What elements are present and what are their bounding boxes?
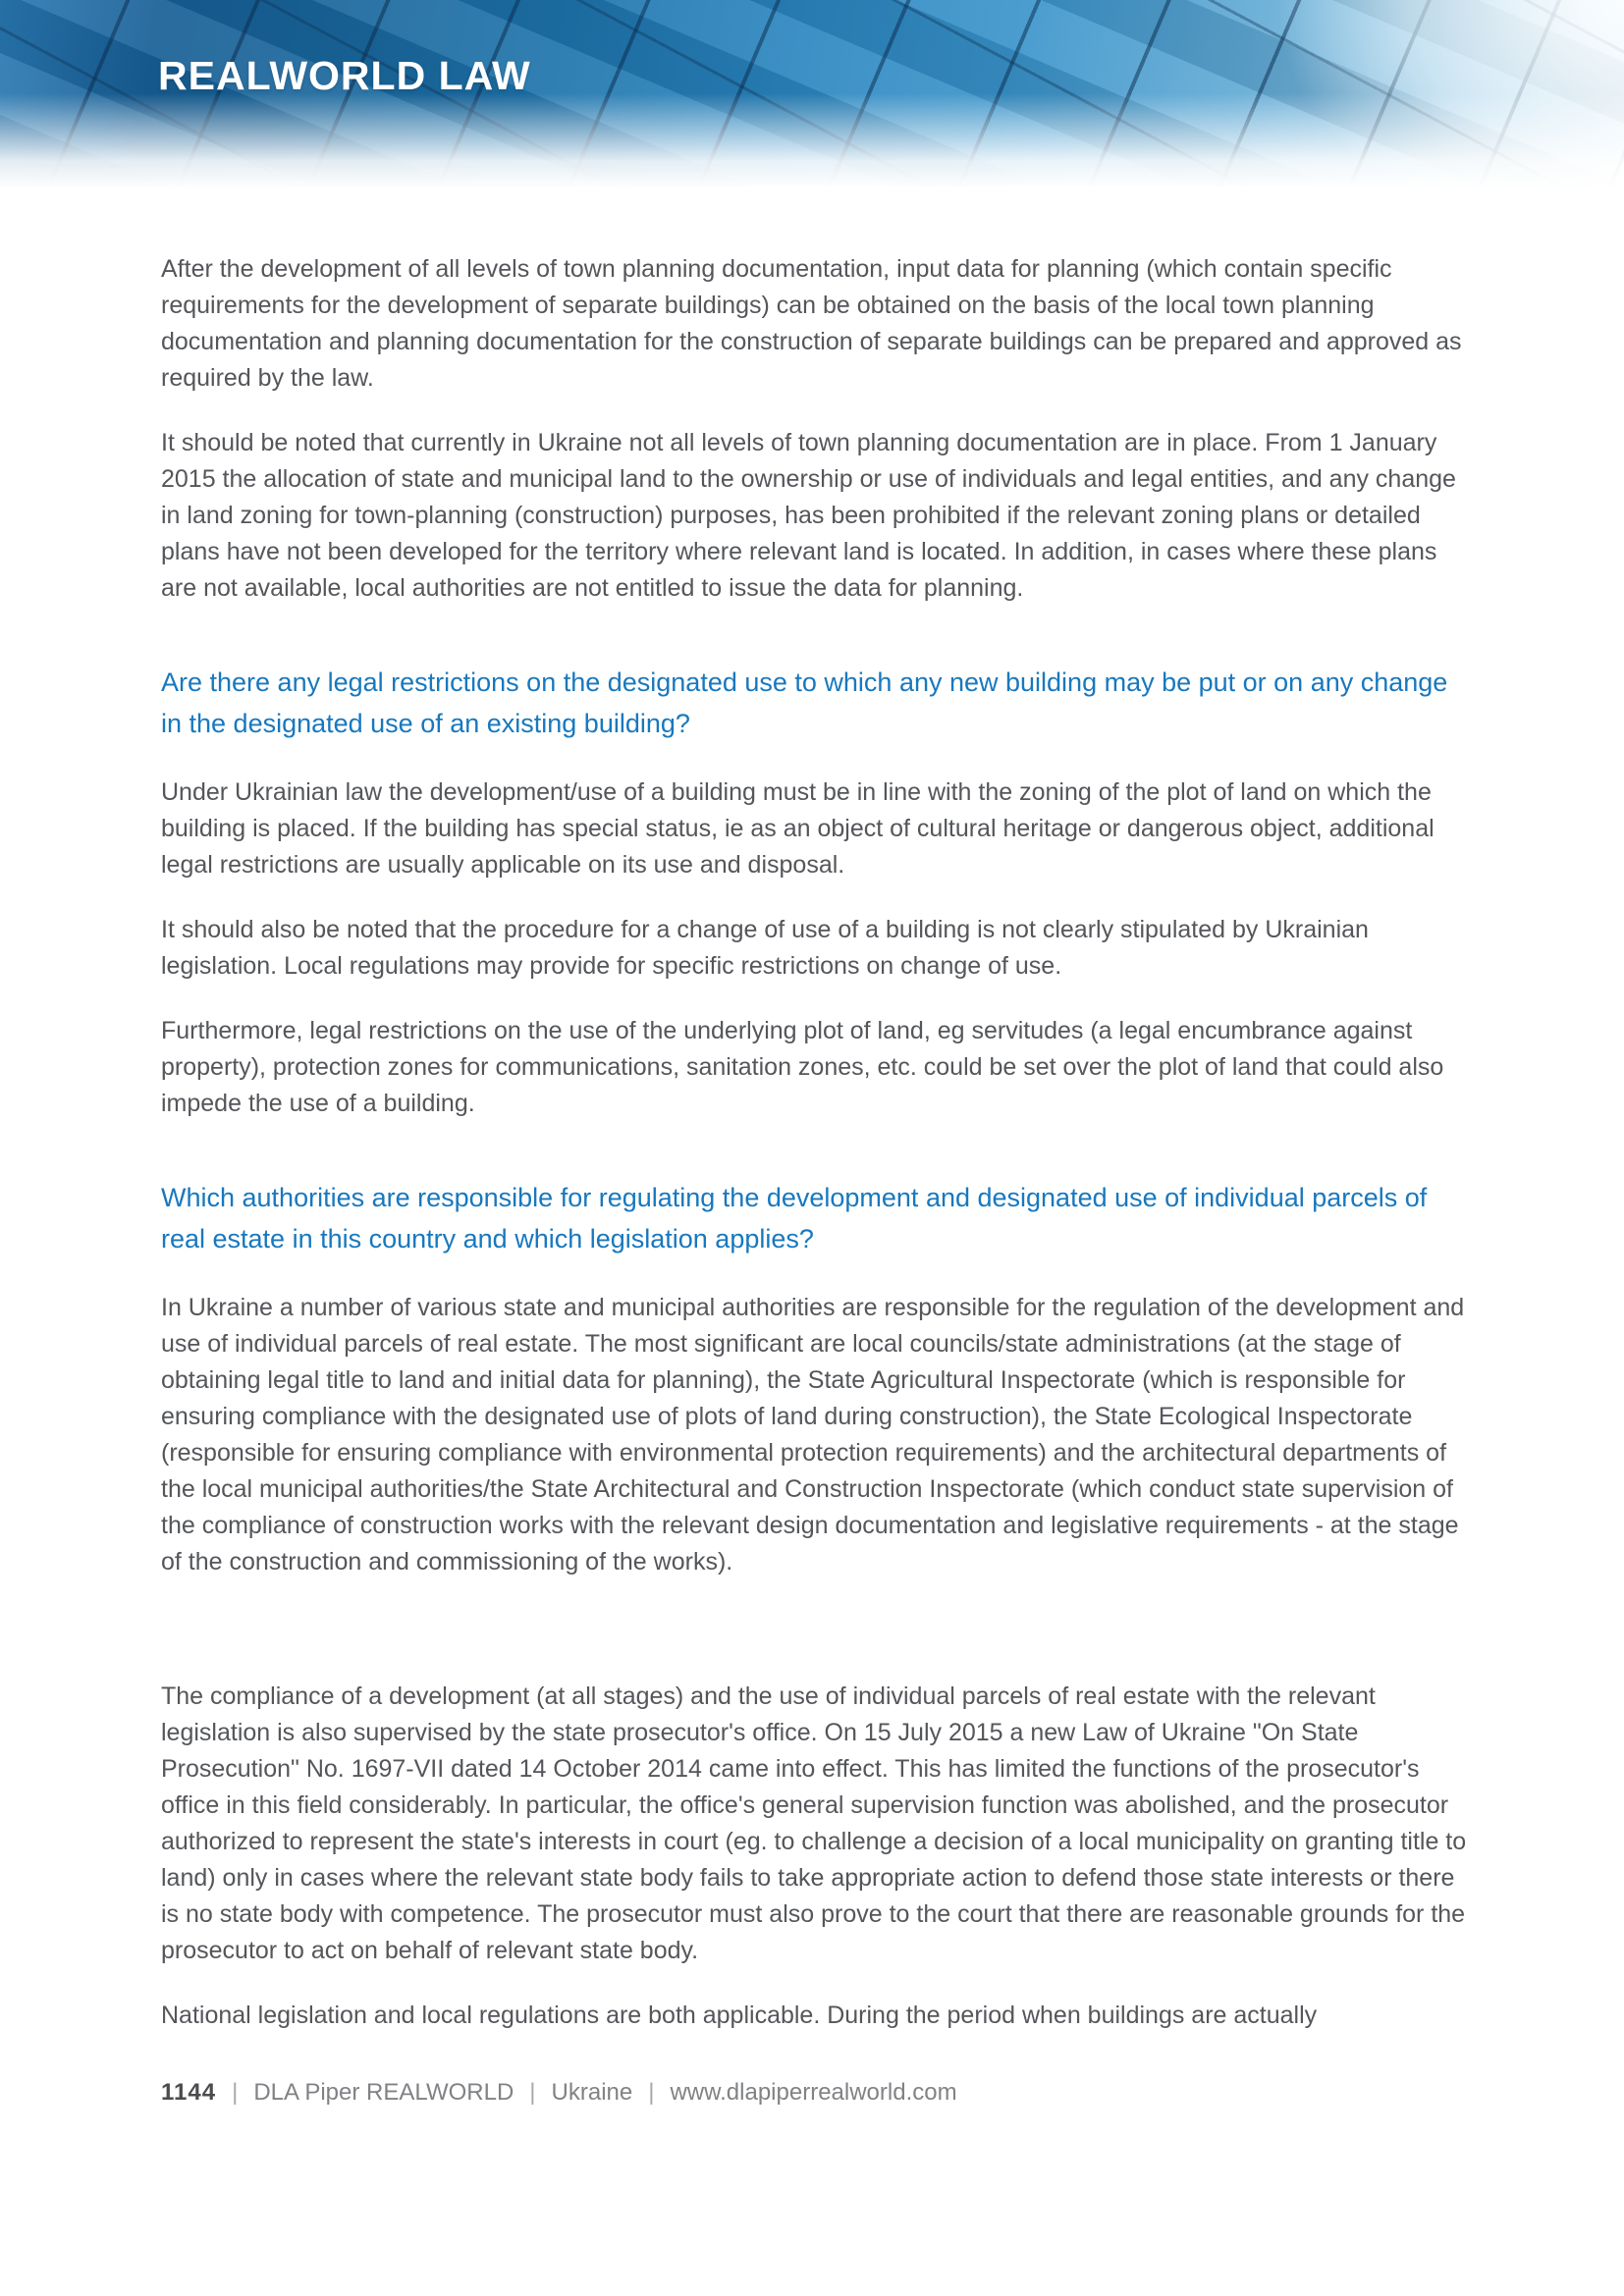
body-paragraph-authorities-list: In Ukraine a number of various state and municipal authorities are responsible for the regulation of the development and use of individual parcels of real estate. The most significant are local councils/state administrations (at the stage of obtaining legal title to land and initial data for planning), the State Agricultural Inspectorate (which is responsible for ensuring compliance with the designated use of plots of land during construction), the State Ecological Inspectorate (responsible for ensuring compliance with environmental protection requirements) and the architectural departments of the local municipal authorities/the State Architectural and Construction Inspectorate (which conduct state supervision of the compliance of construction works with the relevant design documentation and legislative requirements - at the stage of the construction and commissioning of the works).: [161, 1294, 1465, 1575]
body-paragraph-prosecutor-supervision: The compliance of a development (at all stages) and the use of individual parcels of real estate with the relevant legislation is also supervised by the state prosecutor's office. On 15 July 2015 a new Law of Ukraine "On State Prosecution" No. 1697-VII dated 14 October 2014 came into effect. This has limited the functions of the prosecutor's office in this field considerably. In particular, the office's general supervision function was abolished, and the prosecutor authorized to represent the state's interests in court (eg. to challenge a decision of a local municipality on granting title to land) only in cases where the relevant state body fails to take appropriate action to defend those state interests or there is no state body with competence. The prosecutor must also prove to the court that there are reasonable grounds for the prosecutor to act on behalf of relevant state body.: [161, 1682, 1467, 1964]
page-title: REALWORLD LAW: [158, 53, 531, 98]
section-heading-designated-use-restrictions: Are there any legal restrictions on the designated use to which any new building may be put or on any change in the designated use of an existing building?: [161, 667, 1448, 738]
body-paragraph-documentation-in-place: It should be noted that currently in Ukraine not all levels of town planning documentation are in place. From 1 January 2015 the allocation of state and municipal land to the ownership or use of individuals and legal entities, and any change in land zoning for town-planning (construction) purposes, has been prohibited if the relevant zoning plans or detailed plans have not been developed for the territory where relevant land is located. In addition, in cases where these plans are not available, local authorities are not entitled to issue the data for planning.: [161, 429, 1456, 602]
footer-separator: |: [648, 2079, 655, 2106]
body-paragraph-servitudes: Furthermore, legal restrictions on the use of the underlying plot of land, eg servitudes (a legal encumbrance against property), protection zones for communications, sanitation zones, etc. could be set over the plot of land that could also impede the use of a building.: [161, 1017, 1444, 1117]
body-paragraph-town-planning: After the development of all levels of town planning documentation, input data for planning (which contain specific requirements for the development of separate buildings) can be obtained on the basis of the local town planning documentation and planning documentation for the construction of separate buildings can be prepared and approved as required by the law.: [161, 255, 1462, 392]
header-banner: [0, 0, 1624, 194]
body-paragraph-national-legislation: National legislation and local regulations are both applicable. During the period when buildings are actually: [161, 2002, 1318, 2029]
body-paragraph-change-of-use-procedure: It should also be noted that the procedure for a change of use of a building is not clearly stipulated by Ukrainian legislation. Local regulations may provide for specific restrictions on change of use.: [161, 916, 1369, 980]
footer-website-link[interactable]: www.dlapiperrealworld.com: [670, 2079, 957, 2106]
footer-country: Ukraine: [551, 2079, 633, 2106]
footer-separator: |: [529, 2079, 536, 2106]
footer-brand: DLA Piper REALWORLD: [253, 2079, 514, 2106]
page-footer: [161, 2079, 1624, 2107]
section-heading-responsible-authorities: Which authorities are responsible for regulating the development and designated use of individual parcels of real estate in this country and which legislation applies?: [161, 1183, 1428, 1254]
footer-separator: |: [232, 2079, 239, 2106]
document-body: [0, 194, 1624, 2034]
footer-page-number: 1144: [161, 2079, 217, 2106]
body-paragraph-zoning-compliance: Under Ukrainian law the development/use of a building must be in line with the zoning of the plot of land on which the building is placed. If the building has special status, ie as an object of cultural heritage or dangerous object, additional legal restrictions are usually applicable on its use and disposal.: [161, 778, 1435, 879]
